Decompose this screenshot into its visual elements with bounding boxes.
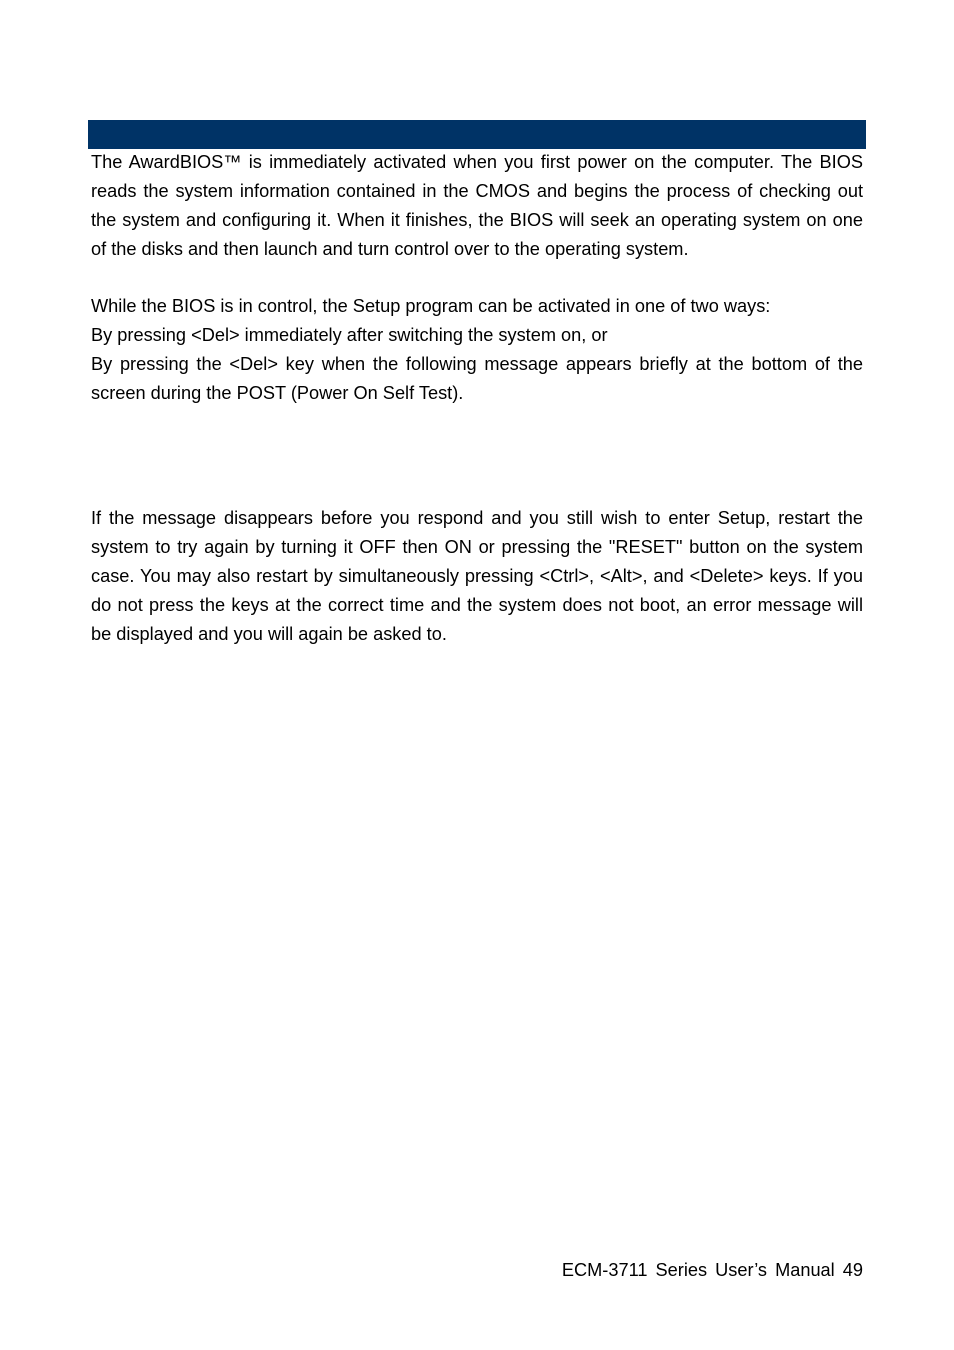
section-header-bar bbox=[88, 120, 866, 149]
paragraph-restart-instructions: If the message disappears before you respond and you still wish to enter Setup, restart the system to try again by turning it OFF then ON or pressing the "RESET" button on the system case. You may also restart by simultaneously pressing <Ctrl>, <Alt>, and <Delete> keys. If you do not press the keys at the correct time and the system does not boot, an error message will be displayed and you will again be asked to. bbox=[91, 508, 863, 644]
page-footer: ECM-3711 Series User’s Manual 49 bbox=[561, 1260, 863, 1280]
paragraph-bios-activation: The AwardBIOS™ is immediately activated when you first power on the computer. The BIOS reads the system information contained in the CMOS and begins the process of checking out the system and configuring it. When it finishes, the BIOS will seek an operating system on one of the disks and then launch and turn control over to the operating system. bbox=[91, 152, 863, 259]
paragraph-press-del-on: By pressing <Del> immediately after switching the system on, or bbox=[91, 325, 608, 345]
paragraph-press-del-message: By pressing the <Del> key when the following message appears briefly at the bottom of the screen during the POST (Power On Self Test). bbox=[91, 354, 863, 403]
paragraph-setup-ways: While the BIOS is in control, the Setup program can be activated in one of two ways: bbox=[91, 296, 771, 316]
